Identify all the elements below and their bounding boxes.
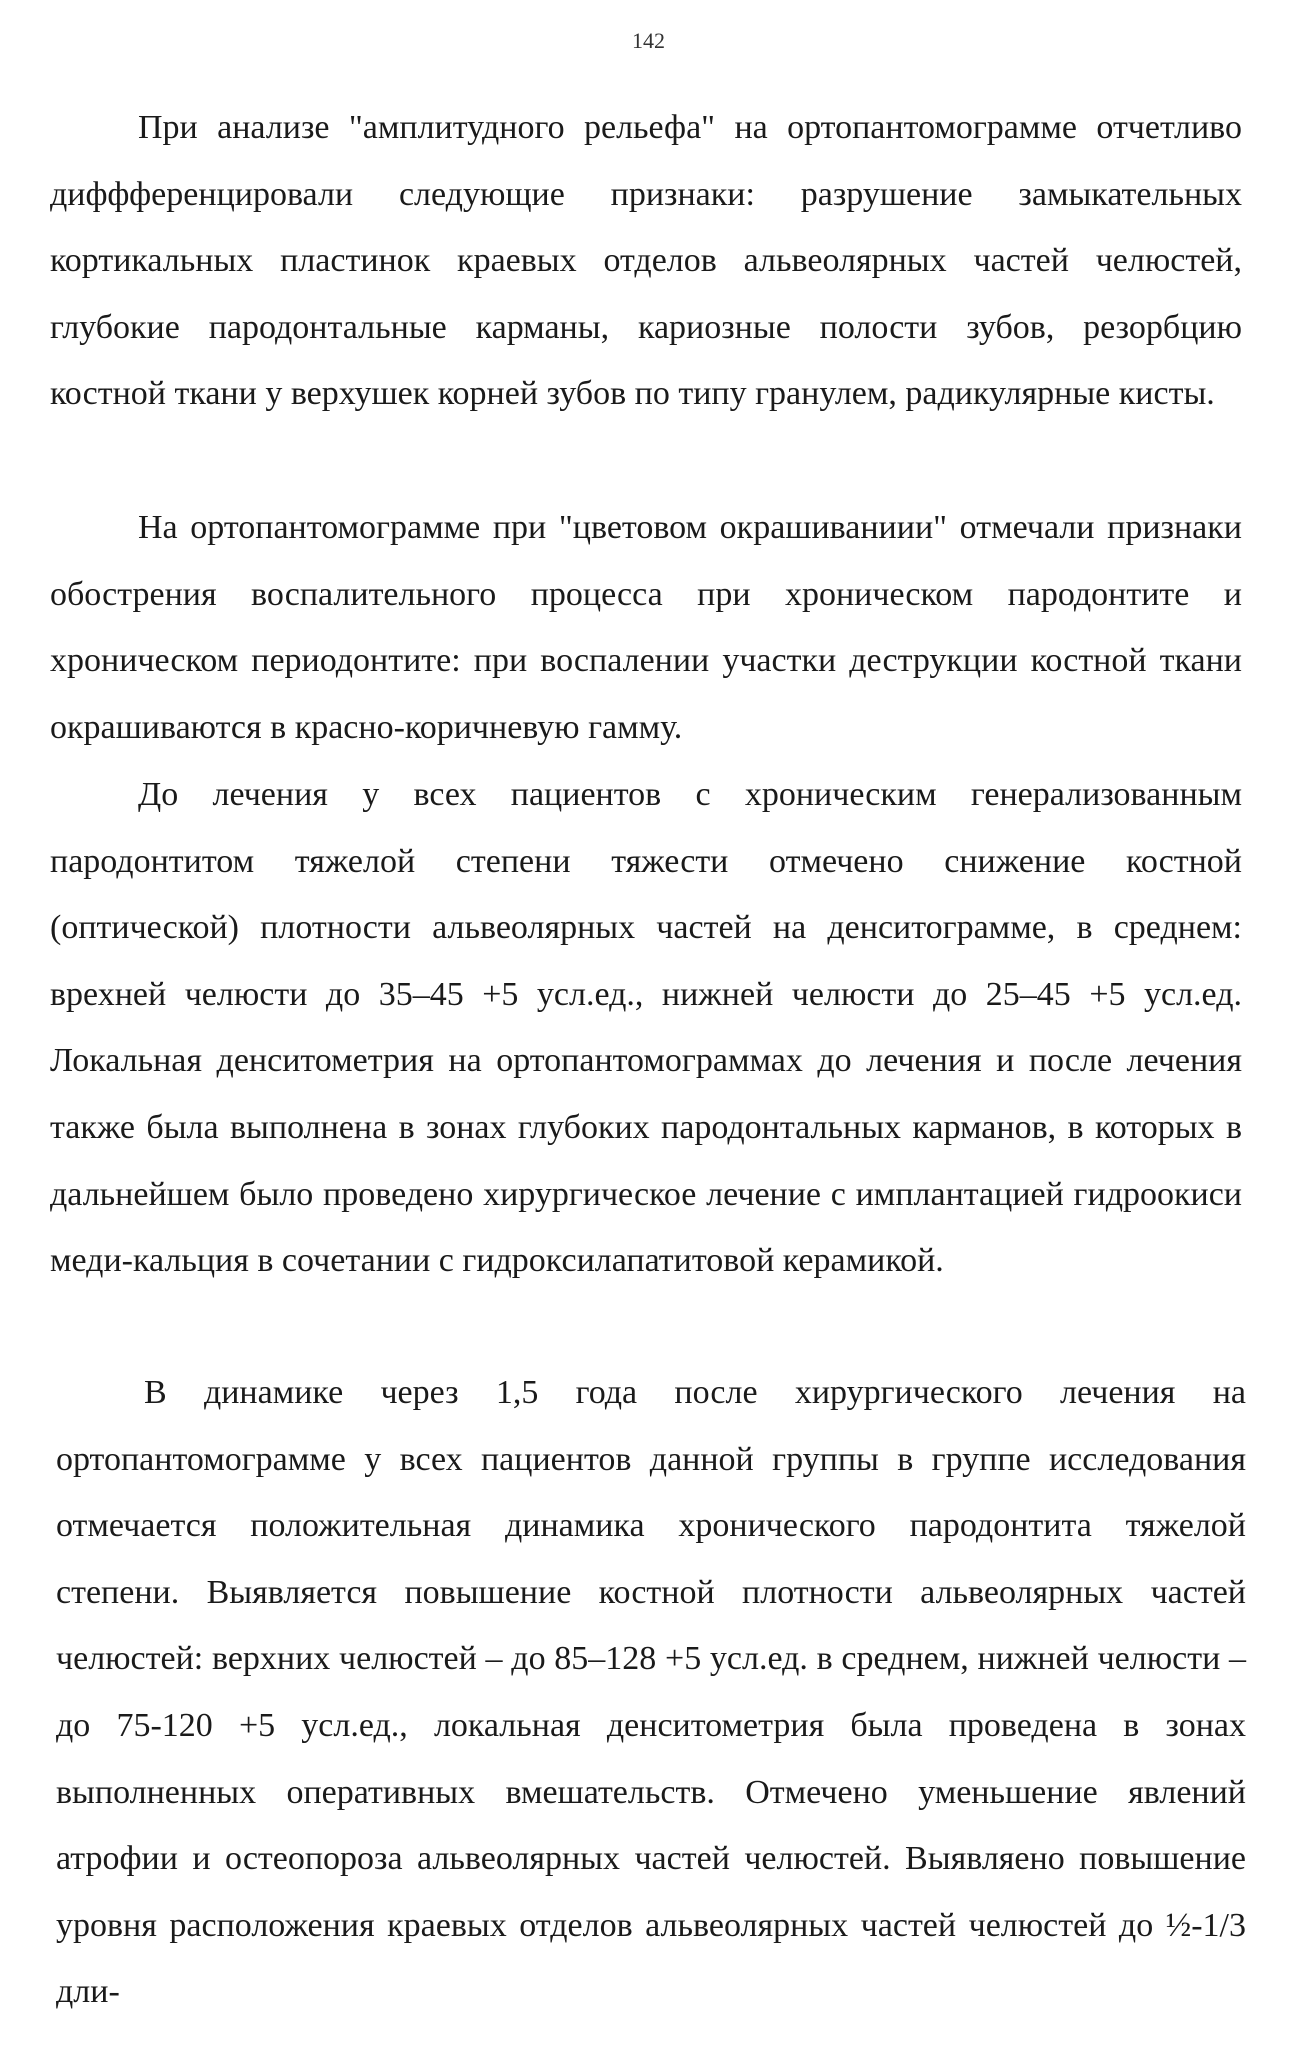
paragraph-color-staining: На ортопантомограмме при "цветовом окрашиваниии" отмечали признаки обострения воспалительного процесса при хроническом пародонтите и хроническом периодонтите: при воспалении участки деструкции костной ткани окрашиваются в красно-коричневую гамму. [50, 509, 1242, 746]
paragraph-amplitude-relief: При анализе "амплитудного рельефа" на ортопантомограмме отчетливо диффференцировали следующие признаки: разрушение замыкательных кортикальных пластинок краевых отделов альвеолярных частей челюстей, глубокие пародонтальные карманы, кариозные полости зубов, резорбцию костной ткани у верхушек корней зубов по типу гранулем, радикулярные кисты. [50, 109, 1242, 413]
paragraph-dynamics: В динамике через 1,5 года после хирургического лечения на ортопантомограмме у всех пациентов данной группы в группе исследования отмечается положительная динамика хронического пародонтита тяжелой степени. Выявляется повышение костной плотности альвеолярных частей челюстей: верхних челюстей – до 85–128 +5 усл.ед. в среднем, нижней челюсти – до 75-120 +5 усл.ед., локальная денситометрия была проведена в зонах выполненных оперативных вмешательств. Отмечено уменьшение явлений атрофии и остеопороза альвеолярных частей челюстей. Выявляено повышение уровня расположения краевых отделов альвеолярных частей челюстей до ½-1/3 дли- [56, 1374, 1246, 2011]
paragraph-before-treatment: До лечения у всех пациентов с хроническим генерализованным пародонтитом тяжелой степени тяжести отмечено снижение костной (оптической) плотности альвеолярных частей на денситограмме, в среднем: врехней челюсти до 35–45 +5 усл.ед., нижней челюсти до 25–45 +5 усл.ед. Локальная денситометрия на ортопантомограммах до лечения и после лечения также была выполнена в зонах глубоких пародонтальных карманов, в которых в дальнейшем было проведено хирургическое лечение с имплантацией гидроокиси меди-кальция в сочетании с гидроксилапатитовой керамикой. [50, 776, 1242, 1280]
page-number: 142 [632, 28, 665, 53]
